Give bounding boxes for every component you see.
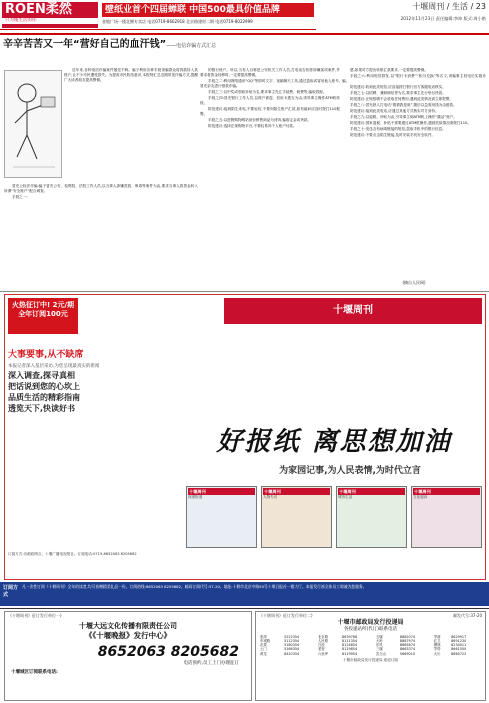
section-header: 十堰周刊 / 生活 / 23 [412,2,486,11]
table-cell: 老营 [317,647,325,652]
distributor-ad-right [255,611,486,701]
paragraph: 防范建议:接到此类电话,应通过其他方式核实对方身份。 [350,109,439,113]
table-cell: 茅箭 [433,634,441,639]
ad-header: 《十堰周刊》征订发行单位二) 邮发代号:37-20 [259,613,482,618]
table-cell: 8887974 [399,639,416,644]
table-cell: 柳林 [433,643,441,648]
paragraph: 防范建议:国家退税、补贴不需要通过ATM机操作,遇到类似情况请拨打110。 [350,121,471,125]
magazine-cover: 十堰周刊 文化阅读 [411,486,482,548]
table-cell: 黄龙 [260,651,267,656]
company-name: 十堰大远文化传播有限责任公司 [79,622,177,631]
table-cell: 武当山 [375,651,387,656]
table-cell: 8661500 [451,647,467,652]
table-cell: 三堰 [375,647,383,652]
tagline: 为家园记事,为人民表情,为时代立言 [279,466,421,476]
table-cell: 大川 [433,651,441,656]
bureau-footer: 十堰市邮政局发行投递局 欢迎订阅 [342,657,399,662]
order-text: 凡一次性订阅《十堰周刊》全年的读者,均可获赠精美礼品一份。订阅热线:8652063 8205682。邮局订阅代号:37-20。地址:十堰市北京中路50号十堰日报社一楼大厅。本报发行部全体员工竭诚为您服务。 [22,584,367,589]
table-cell: 人民路 [317,639,329,644]
table-cell: 茅塔 [433,647,441,652]
table-cell: 8119954 [342,651,358,656]
brand-logo: ROEN柔然 只为懂生活的你 [2,2,98,28]
table-cell: 8882074 [399,634,416,639]
table-cell: 8111354 [342,639,358,644]
table-cell: 5222354 [284,634,300,639]
magazine-covers [186,486,482,548]
article-column-2 [200,68,340,288]
paragraph: 手段之三:以中奖或领取补贴为名,要求事主先汇手续费、税费等,骗取钱财。 [208,90,327,94]
table-cell: 5112354 [284,639,300,644]
table-cell: 8663374 [399,647,416,652]
table-cell: 8639788 [342,634,358,639]
paragraph: 手段之五:以虚假购物网站低价销售商品为诱饵,骗取定金或货款。 [208,118,311,122]
table-row [259,652,484,656]
distributor-ad-left [4,611,252,701]
table-cell: 白浪 [317,643,325,648]
subscription-footer: 订阅方式:各邮政网点、十堰广播电视报社。订阅电话:0719-8652063 8205682 [8,552,137,556]
article-title: 辛辛苦苦又一年“营好自己的血汗钱”——电信诈骗方式汇总 [3,39,217,50]
table-cell: 花果 [260,643,267,648]
table-cell: 8691230 [451,639,467,644]
paragraph: 冒充公检法诈骗:骗子冒充公安、检察院、法院工作人员,以当事人涉嫌洗钱、贩毒等案件为由,要求当事人将资金转入所谓“安全账户”配合调查。 [4,184,198,193]
table-cell: 土门 [260,647,267,652]
logo-tagline: 只为懂生活的你 [2,18,98,24]
table-cell: 8629917 [451,634,467,639]
order-label: 订阅方式 [3,585,19,598]
paragraph: 手段之十:发送含有病毒链接的短信,盗取手机中的银行信息。 [350,127,446,131]
table-cell: 8129854 [342,647,358,652]
article-byline: ——电信诈骗方式汇总 [166,43,217,49]
bureau-title: 十堰市邮政局发行投递局 [337,619,404,627]
table-cell: 5669010 [399,651,416,656]
paragraph: 防范建议:正规招聘不会收取任何费用,遇到此类情况请立即报警。 [350,97,453,101]
order-info-strip [0,582,489,606]
paragraph: 手段之二:利用网络通讯“QQ”等即时文字、视频聊天工具,通过盗取或冒用他人账号,冒充亲友进行借款诈骗。 [200,79,340,88]
company-subtitle: 《《十堰晚报》发行中心》 [84,631,172,641]
magazine-masthead: 十堰周刊 [224,298,482,324]
magazine-cover: 十堰周刊 城市生活 [336,486,407,548]
paragraph: 防范建议:收到此类短信,应直接拨打银行官方客服电话核实。 [350,85,446,89]
bottom-divider [0,608,489,609]
paragraph: 防范建议:不要点击陌生链接,及时安装手机安全软件。 [350,133,436,137]
magazine-cover: 十堰周刊 深度报道 [186,486,257,548]
table-cell: 8665874 [399,643,416,648]
article-column-1 [64,68,198,176]
phone-numbers: 8652063 8205682 [97,644,239,661]
promo-badge: 火热征订中! 2元/期 全年订阅100元 [8,298,78,334]
section-divider [0,291,489,292]
calligraphy-slogan: 好报纸 离思想加油 [216,427,452,457]
cartoon-illustration [4,70,62,178]
table-cell: 8234011 [451,643,467,648]
paragraph: 防范建议:接到陌生来电,不要轻信,不要向陌生账户汇款,如有疑问应及时拨打110报警。 [200,107,340,116]
paragraph: 感,如果对方提出转账汇款要求,一定要提高警惕。 [350,68,428,72]
ad-contacts: 金地广场一楼北侧专卖店 电话0719-8662918 北京路建材二期 电话0719-8022999 [102,19,253,24]
table-cell: 六里坪 [317,651,329,656]
promo-heading: 大事要事,从不缺席 [8,350,84,360]
paragraph: 的银行账户。所以,当有人自称是公安机关工作人员,打电话告知你涉嫌某项案件,并要求将资金转移时,一定要提高警惕。 [200,68,340,77]
paragraph: 防范建议:选择正规购物平台,不要轻易向个人账户付款。 [208,124,297,128]
article-column-3 [342,68,486,288]
cartoon-figure-icon [5,71,63,179]
paragraph: 手段之四:冒充银行工作人员,以账户被盗、信用卡透支为由,诱导事主操作ATM机转账。 [200,96,340,105]
paragraph: 手段之八:冒充熟人打电话“猜猜我是谁”,随后以急需用钱为由借款。 [350,103,457,107]
paragraph: 手段之一: [12,195,28,199]
table-cell: 8660722 [451,651,467,656]
table-cell: 五堰 [375,634,383,639]
header-rule [0,33,489,35]
table-cell: 红卫 [433,639,441,644]
promo-line: 把话说到您的心坎上 [8,381,80,391]
paragraph: 手段之六:利用短信群发,以“银行卡消费”“积分兑换”等名义,诱骗事主回电后实施诈骗。 [342,74,486,83]
promo-line: 透览天下,快读好书 [8,403,76,413]
table-cell: 大岭 [375,639,383,644]
table-cell: 车城路 [260,639,271,644]
promo-line: 品质生活的精彩指南 [8,392,80,402]
bureau-subtitle: 各投递站所(代订)联系电话 [343,626,397,632]
promo-left-panel [8,350,184,550]
promo-subtext: 本报记者深入基层采访,为您呈现最真实的新闻 [8,363,100,369]
table-cell: 张湾 [260,634,267,639]
magazine-cover: 十堰周刊 人物专访 [261,486,332,548]
paragraph: 手段之九:以退税、补贴为由,引导事主到ATM机上操作“激活”账户。 [350,115,457,119]
paragraph: 近年来,各种电信诈骗案件屡见不鲜。骗子利用各种手段诱骗群众将钱款转入其账户,让不少市民遭受损失。为提高市民防范意识,本报特汇总近期常见诈骗方式,提醒广大读者朋友提高警惕。 [64,68,198,82]
article-column-1-lower [4,184,198,288]
station-phone-table [259,635,484,656]
table-cell: 8124854 [342,643,358,648]
table-cell: 北京路 [317,634,329,639]
postal-code: 邮发代号:37-20 [453,613,482,618]
table-cell: 5180354 [284,643,300,648]
area-label: 十堰城区订阅联系电话: [11,670,58,675]
phone-note: 电话预约,员工上门办理征订 [183,661,239,667]
article-source: (摘自人民网) [402,280,426,285]
date-line: 2012年11月23日 责任编辑:李坤 版式:周小皓 [400,16,486,21]
ad-header: 《十堰周刊》征订发行单位一) [8,613,62,618]
ad-headline: 壁纸业首个四届蝉联 中国500最具价值品牌 [102,3,314,17]
paragraph: 手段之七:以招聘、兼职刷信誉为名,要求事主先行垫付货款。 [350,91,446,95]
table-cell: 东风 [375,643,383,648]
promo-line: 深入调查,探寻真相 [8,370,76,380]
table-cell: 5166354 [284,647,300,652]
table-cell: 8420354 [284,651,300,656]
